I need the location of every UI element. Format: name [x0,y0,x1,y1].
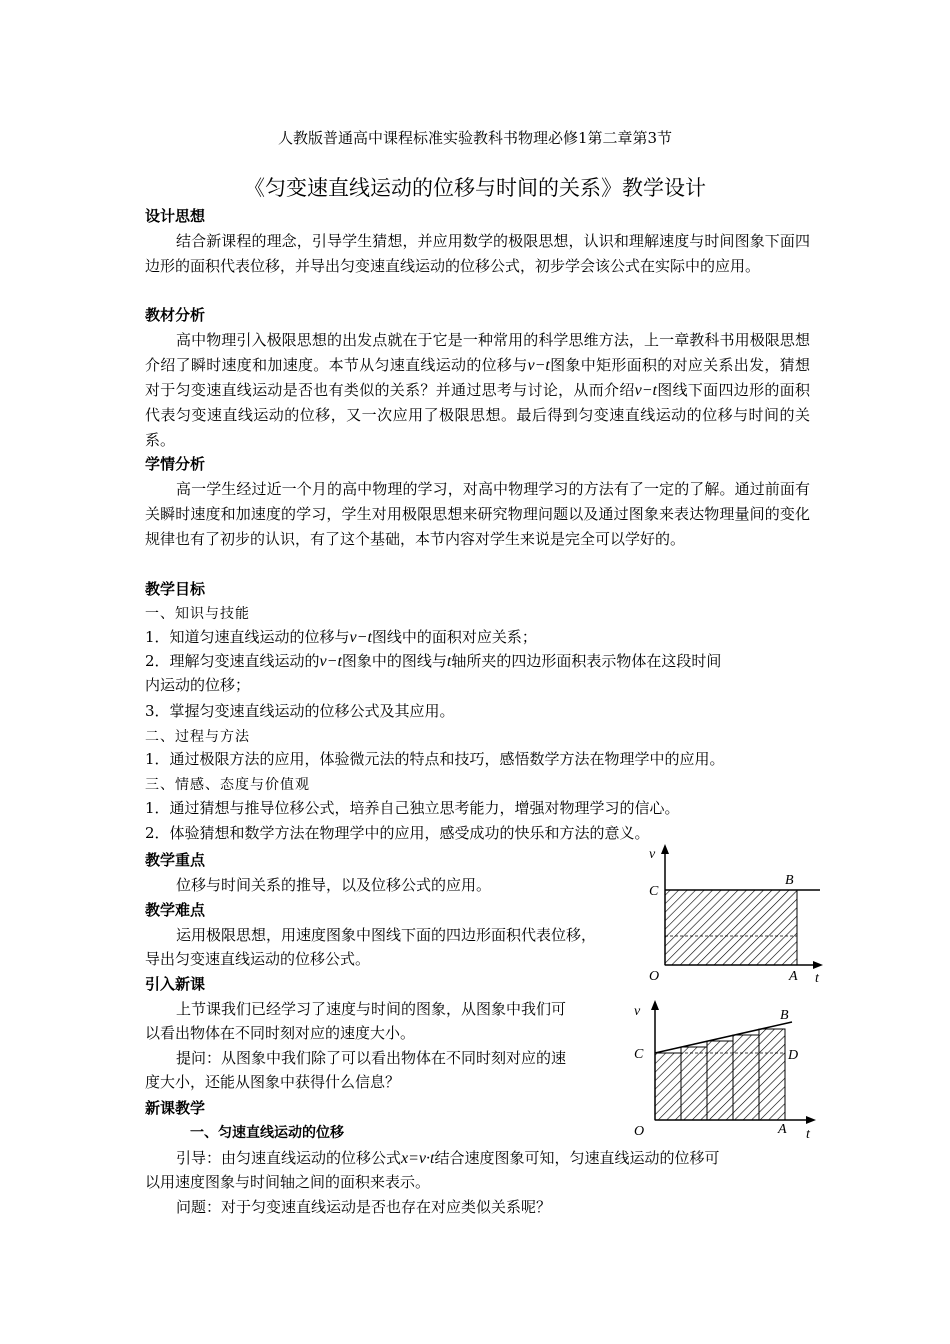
heading-students: 学情分析 [145,455,206,473]
t-axis-arrow-icon [806,1116,816,1124]
paragraph-students: 高一学生经过近一个月的高中物理的学习，对高中物理学习的方法有了一定的了解。通过前面有关瞬时速度和加速度的学习，学生对用极限思想来研究物理问题以及通过图象来表达物理量间的变化规律也有了初步的认识，有了这个基础，本节内容对学生来说是完全可以学好的。 [145,480,810,548]
intro-line-1: 上节课我们已经学习了速度与时间的图象，从图象中我们可 [176,1000,567,1018]
goal-item-3: 3．掌握匀变速直线运动的位移公式及其应用。 [145,702,455,720]
intro-line-3: 提问：从图象中我们除了可以看出物体在不同时刻对应的速 [176,1049,567,1067]
heading-new-lesson: 新课教学 [145,1099,206,1117]
heading-goals: 教学目标 [145,580,206,598]
heading-material: 教材分析 [145,306,206,324]
label-A: A [789,969,798,984]
vt-symbol: v−t [634,382,657,399]
label-t: t [815,971,819,986]
step-rect [655,1053,681,1120]
intro-line-2: 以看出物体在不同时刻对应的速度大小。 [145,1024,416,1042]
question-line: 问题：对于匀变速直线运动是否也存在对应类似关系呢？ [176,1198,552,1216]
emotion-item-2: 2．体验猜想和数学方法在物理学中的应用，感受成功的快乐和方法的意义。 [145,824,650,842]
emotion-item-1: 1．通过猜想与推导位移公式，培养自己独立思考能力，增强对物理学习的信心。 [145,799,680,817]
v-axis-arrow-icon [661,844,669,854]
label-O: O [649,969,660,984]
label-v: v [634,1004,641,1019]
intro-line-4: 度大小，还能从图象中获得什么信息？ [145,1073,401,1091]
goal-item-1: 1．知道匀速直线运动的位移与v−t图线中的面积对应关系； [145,628,537,646]
goal-item-2: 2．理解匀变速直线运动的v−t图象中的图线与t轴所夹的四边形面积表示物体在这段时间 [145,652,722,670]
t-axis-arrow-icon [813,961,823,969]
label-C: C [649,884,659,899]
vt-symbol: v−t [527,357,550,374]
step-rect [681,1047,707,1120]
label-v: v [649,847,656,862]
heading-design-idea: 设计思想 [145,207,206,225]
label-D: D [788,1048,799,1063]
v-axis-arrow-icon [651,1000,659,1010]
displacement-formula: x=v·t [401,1150,435,1167]
vt-graph-accelerated [630,995,825,1145]
heading-intro: 引入新课 [145,975,206,993]
difficulty-line-1: 运用极限思想，用速度图象中图线下面的四边形面积代表位移， [176,926,597,944]
step-rect [759,1029,785,1120]
paragraph-material: 高中物理引入极限思想的出发点就在于它是一种常用的科学思维方法，上一章教科书用极限思想介绍了瞬时速度和加速度。本节从匀速直线运动的位移与v−t图象中矩形面积的对应关系出发，猜想对于匀变速直线运动是否也有类似的关系？并通过思考与讨论，从而介绍v−t图线下面四边形的面积代表匀变速直线运动的位移，又一次应用了极限思想。最后得到匀变速直线运动的位移与时间的关系。 [145,331,810,449]
document-subtitle: 人教版普通高中课程标准实验教科书物理必修1第二章第3节 [277,129,673,147]
paragraph-design-idea: 结合新课程的理念，引导学生猜想，并应用数学的极限思想，认识和理解速度与时间图象下面四边形的面积代表位移，并导出匀变速直线运动的位移公式，初步学会该公式在实际中的应用。 [145,232,810,275]
vt-graph-uniform [635,840,825,990]
label-B: B [780,1008,789,1023]
subheading-process: 二、过程与方法 [145,729,250,745]
lead-line-2: 以用速度图象与时间轴之间的面积来表示。 [145,1173,431,1191]
part-1-heading: 一、匀速直线运动的位移 [190,1125,344,1141]
label-A: A [778,1122,787,1137]
goal-item-2-cont: 内运动的位移； [145,676,251,694]
subheading-emotion: 三、情感、态度与价值观 [145,777,310,793]
subheading-knowledge: 一、知识与技能 [145,606,250,622]
process-item-1: 1．通过极限方法的应用，体验微元法的特点和技巧，感悟数学方法在物理学中的应用。 [145,750,725,768]
step-rect [733,1035,759,1120]
document-title: 《匀变速直线运动的位移与时间的关系》教学设计 [244,176,706,200]
lead-line-1: 引导：由匀速直线运动的位移公式x=v·t结合速度图象可知，匀速直线运动的位移可 [176,1149,720,1167]
key-points-text: 位移与时间关系的推导，以及位移公式的应用。 [176,876,492,894]
step-rectangles [655,1029,785,1120]
displacement-area [665,890,797,965]
difficulty-line-2: 导出匀变速直线运动的位移公式。 [145,950,371,968]
heading-difficulty: 教学难点 [145,901,206,919]
label-t: t [806,1127,810,1142]
label-O: O [634,1124,645,1139]
label-B: B [785,873,794,888]
heading-key-points: 教学重点 [145,851,206,869]
label-C: C [634,1047,644,1062]
